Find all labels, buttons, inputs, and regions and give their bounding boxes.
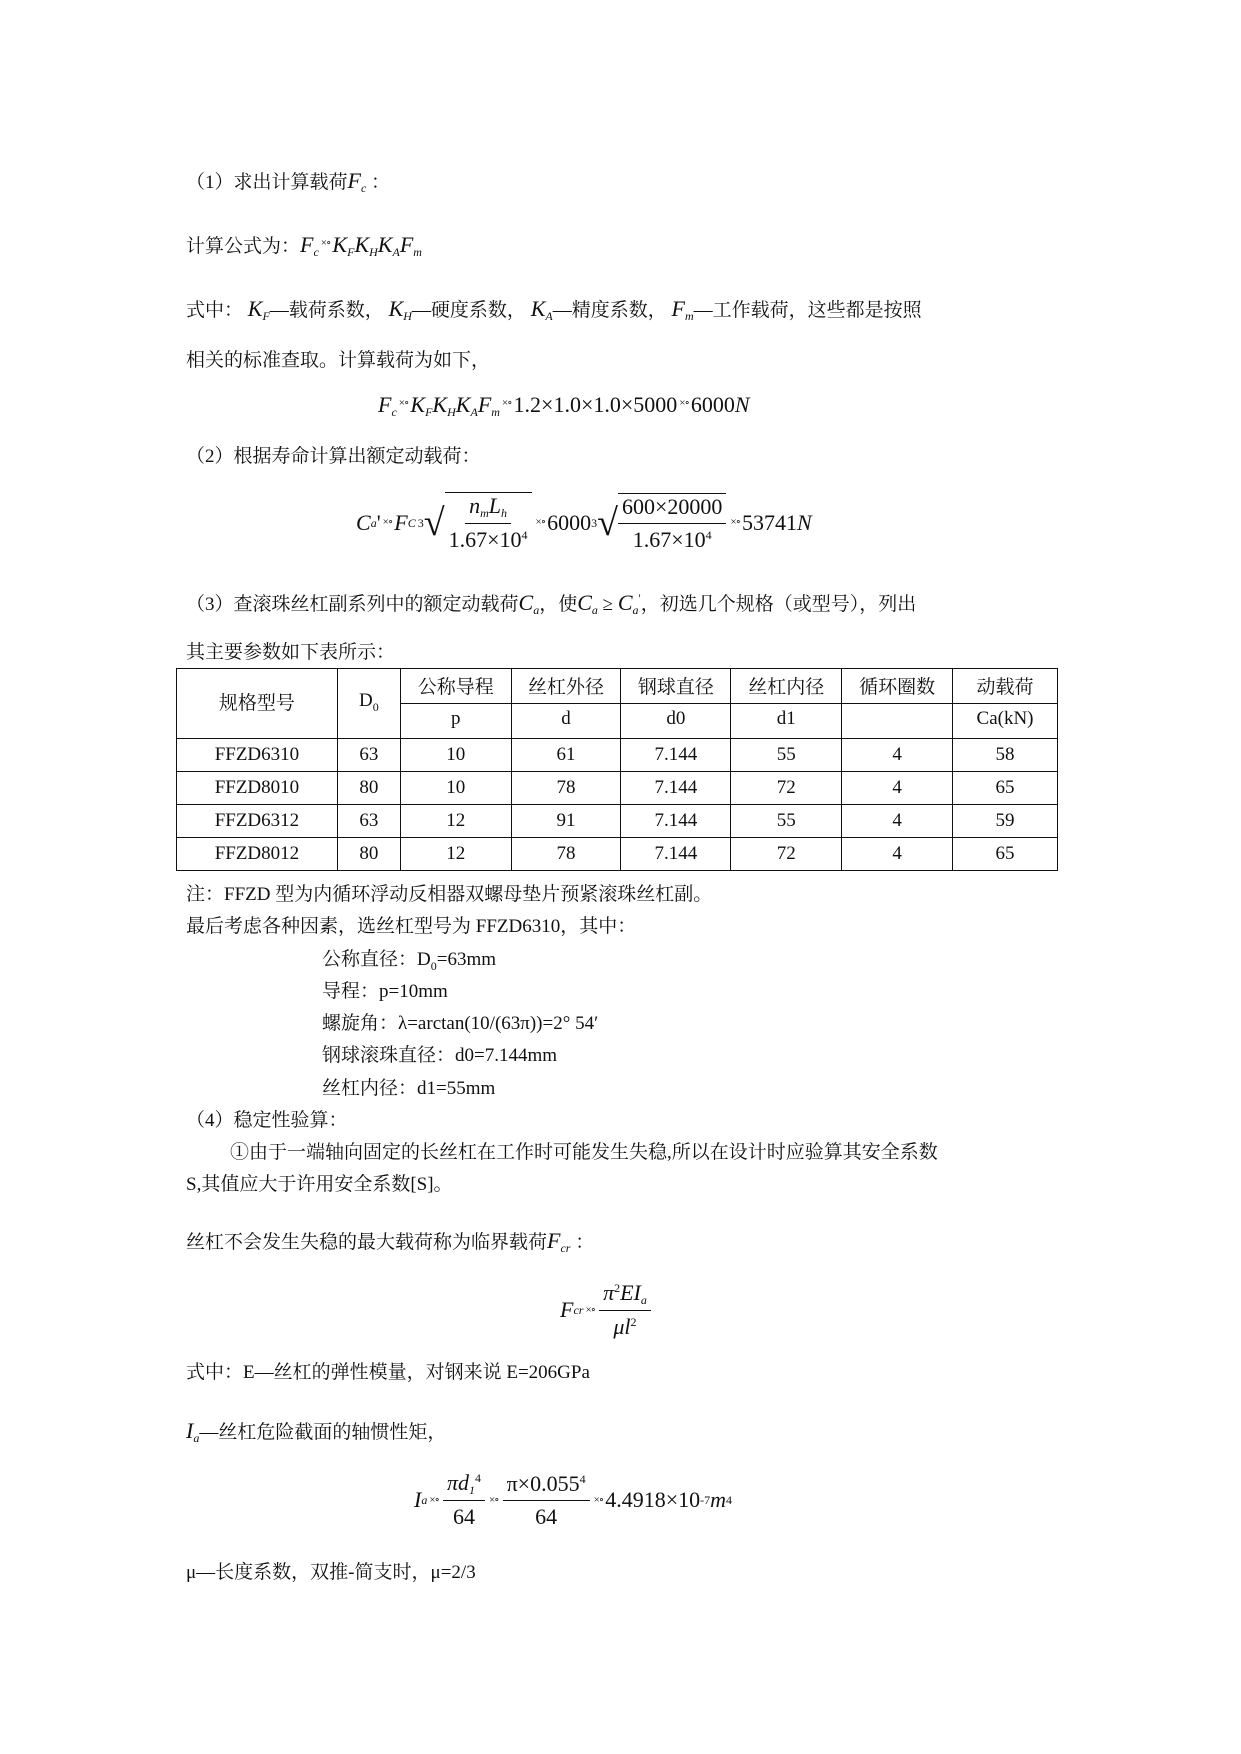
table-row <box>177 805 1058 838</box>
calculated-load-equation: $F_c^{\times\circ}K_FK_HK_AF_m^{\times\circ}1.2\times 1.0\times 1.0\times 5000$ ×∘6000N <box>378 392 750 419</box>
col-d0: $D_0$ <box>337 669 400 739</box>
stability-para-line2: S,其值应大于许用安全系数[S]。 <box>186 1174 453 1195</box>
col-outer-dia-unit: d <box>511 704 621 739</box>
cell: 58 <box>953 739 1058 772</box>
col-model: 规格型号 <box>177 669 338 739</box>
cell: FFZD8012 <box>177 838 338 871</box>
cell: 7.144 <box>621 838 731 871</box>
cell: 91 <box>511 805 621 838</box>
dynamic-load-equation: C a ' ×∘ F C 3 √ $\frac{n_mL_h}{1.67\times 10^4}$ ×∘ 6000 3 √ $\frac{600\times 20000}{1.67\times 10^4}$ ×∘ 53741 N <box>356 493 812 553</box>
table-note: 注：FFZD 型为内循环浮动反相器双螺母垫片预紧滚珠丝杠副。 <box>186 884 713 905</box>
coefficient-explanation: 式中： $K_F—$载荷系数， $K_H—$硬度系数， $K_A—$精度系数， $F_m—$工作载荷，这些都是按照 <box>186 296 922 323</box>
inertia-desc: $I_a—$丝杠危险截面的轴惯性矩， <box>186 1418 447 1445</box>
cell: 4 <box>842 739 953 772</box>
cell: 78 <box>511 772 621 805</box>
col-inner-dia-unit: d1 <box>731 704 842 739</box>
cell: 80 <box>337 772 400 805</box>
table-row <box>177 772 1058 805</box>
length-coefficient-desc: μ—长度系数，双推-简支时，μ=2/3 <box>186 1562 476 1583</box>
cell: 7.144 <box>621 739 731 772</box>
col-ball-dia-unit: d0 <box>621 704 731 739</box>
cell: 80 <box>337 838 400 871</box>
cell: 61 <box>511 739 621 772</box>
explanation-line2: 相关的标准查取。计算载荷为如下， <box>186 350 491 371</box>
cell: 63 <box>337 739 400 772</box>
cell: 78 <box>511 838 621 871</box>
cell: 12 <box>400 805 511 838</box>
inertia-formula: I a ×∘ $\frac{\pi d_1^4}{64}$ ×∘ $\frac{\pi\times 0.055^4}{64}$ ×∘ 4.4918×10 - 7 m 4 <box>414 1470 733 1530</box>
nominal-diameter: 公称直径：$D_0=63mm$ <box>322 949 497 973</box>
inner-diameter: 丝杠内径：d1=55mm <box>322 1078 496 1099</box>
col-ball-dia: 钢球直径 <box>621 669 731 704</box>
critical-load-text: 丝杠不会发生失稳的最大载荷称为临界载荷$F_{cr}$ ： <box>186 1228 595 1255</box>
col-outer-dia: 丝杠外径 <box>511 669 621 704</box>
cell: FFZD6312 <box>177 805 338 838</box>
critical-load-formula: F cr ×∘ $\frac{\pi^2EI_a}{\mu l^2}$ <box>560 1280 653 1341</box>
col-lead-unit: p <box>400 704 511 739</box>
cell: 4 <box>842 772 953 805</box>
step4-heading: （4）稳定性验算： <box>186 1110 348 1131</box>
cell: 72 <box>731 838 842 871</box>
cell: 7.144 <box>621 805 731 838</box>
cell: FFZD8010 <box>177 772 338 805</box>
load-formula: 计算公式为：$F_c^{\times\circ}K_FK_HK_AF_m$ <box>186 232 422 259</box>
helix-angle: 螺旋角：λ=arctan(10/(63π))=2° 54′ <box>322 1013 599 1034</box>
col-lead: 公称导程 <box>400 669 511 704</box>
col-circuits: 循环圈数 <box>842 669 953 704</box>
screw-spec-table <box>176 668 1058 871</box>
cell: 10 <box>400 739 511 772</box>
table-row <box>177 838 1058 871</box>
cell: 55 <box>731 739 842 772</box>
cell: 65 <box>953 838 1058 871</box>
col-dynamic-load: 动载荷 <box>953 669 1058 704</box>
step3-line1: （3）查滚珠丝杠副系列中的额定动载荷$C_a$，使$C_a \ge C_a'$，初选几个规格（或型号），列出 <box>186 590 917 617</box>
selection-text: 最后考虑各种因素，选丝杠型号为 FFZD6310，其中： <box>186 916 637 937</box>
elastic-modulus-desc: 式中：E—丝杠的弹性模量，对钢来说 E=206GPa <box>186 1362 590 1383</box>
stability-para-line1: ①由于一端轴向固定的长丝杠在工作时可能发生失稳,所以在设计时应验算其安全系数 <box>230 1142 938 1163</box>
cell: 72 <box>731 772 842 805</box>
step3-line2: 其主要参数如下表所示： <box>186 642 396 663</box>
cell: 4 <box>842 805 953 838</box>
cell: 4 <box>842 838 953 871</box>
cell: 55 <box>731 805 842 838</box>
step2-heading: （2）根据寿命计算出额定动载荷： <box>186 446 481 467</box>
cell: 12 <box>400 838 511 871</box>
cell: 65 <box>953 772 1058 805</box>
cell: 63 <box>337 805 400 838</box>
table-row <box>177 739 1058 772</box>
col-dynamic-load-unit: Ca(kN) <box>953 704 1058 739</box>
cell: 59 <box>953 805 1058 838</box>
col-circuits-unit <box>842 704 953 739</box>
lead-value: 导程：p=10mm <box>322 981 448 1002</box>
cell: 7.144 <box>621 772 731 805</box>
col-inner-dia: 丝杠内径 <box>731 669 842 704</box>
cell: 10 <box>400 772 511 805</box>
step1-heading: （1）求出计算载荷$F_c$ ： <box>186 168 391 195</box>
cell: FFZD6310 <box>177 739 338 772</box>
ball-diameter: 钢球滚珠直径：d0=7.144mm <box>322 1045 558 1066</box>
